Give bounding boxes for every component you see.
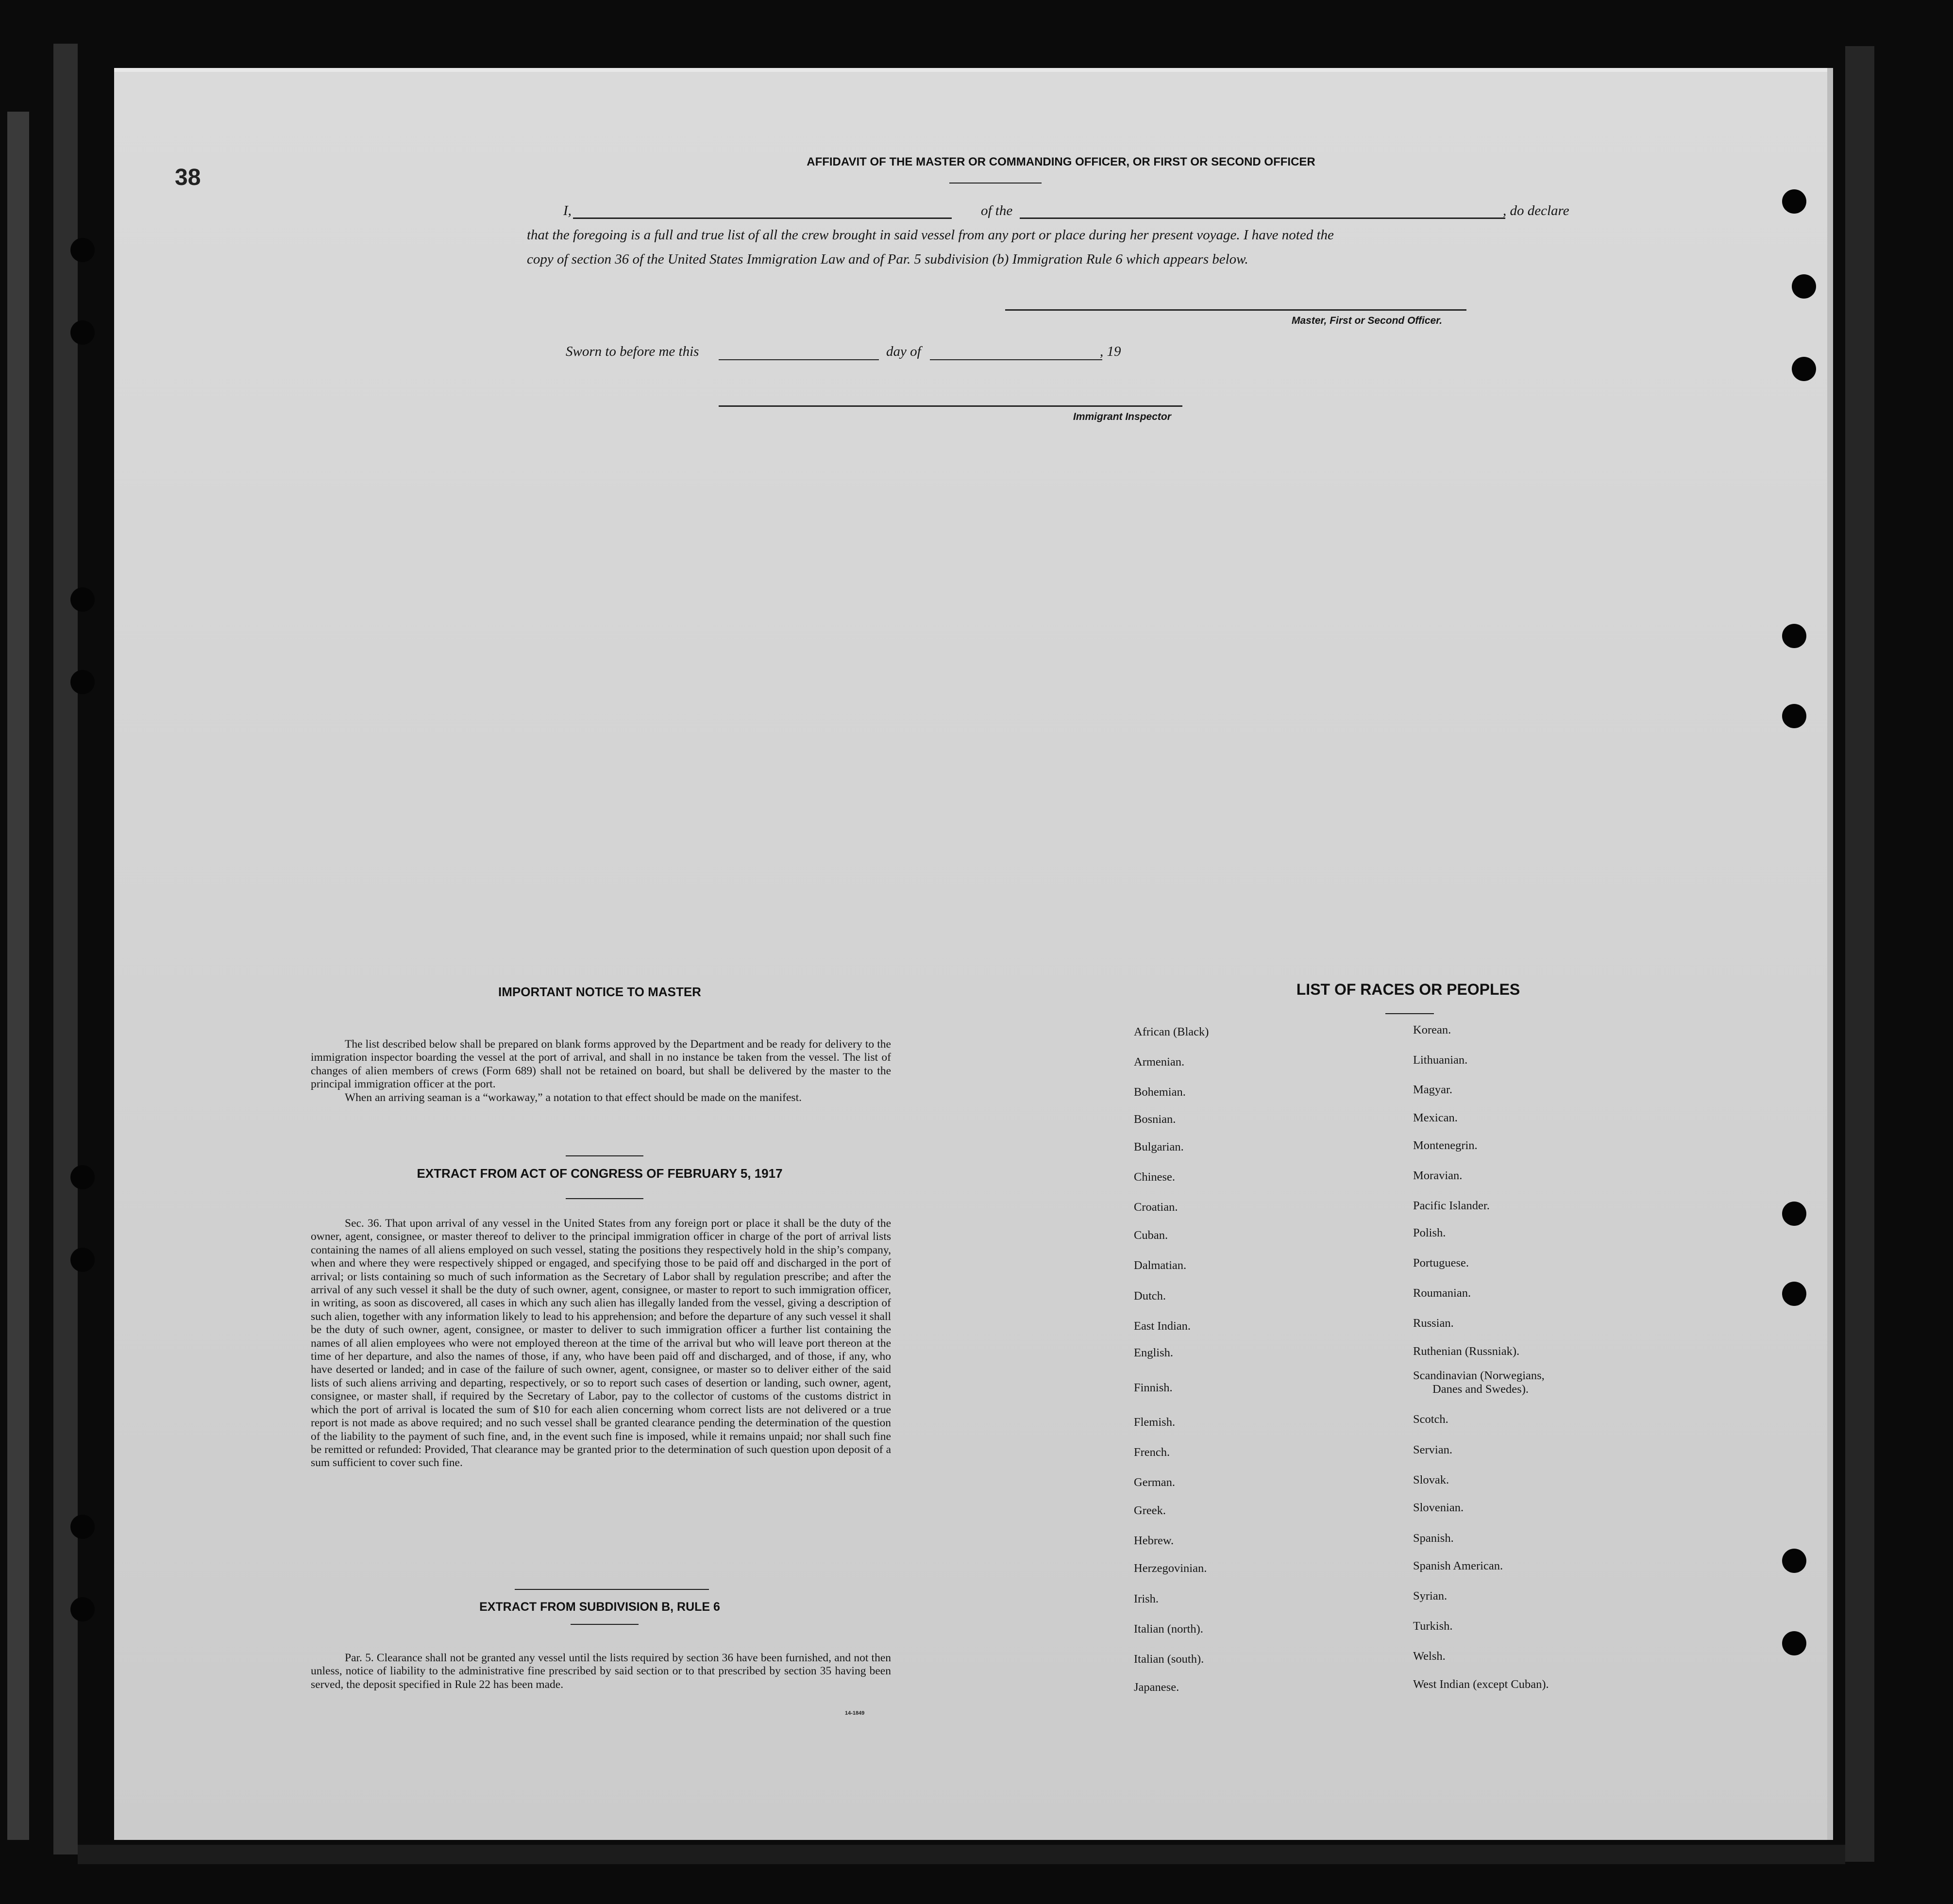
race-left-14: Flemish. <box>1134 1416 1176 1429</box>
punch-hole-left-5 <box>70 1165 95 1189</box>
race-right-13-line-1: Scandinavian (Norwegians, <box>1413 1369 1545 1382</box>
race-left-16: German. <box>1134 1476 1176 1489</box>
punch-hole-left-1 <box>70 238 95 262</box>
race-right-1: Korean. <box>1413 1023 1451 1036</box>
affidavit-title: AFFIDAVIT OF THE MASTER OR COMMANDING OFFICER, OR FIRST OR SECOND OFFICER <box>807 155 1315 168</box>
race-left-2: Armenian. <box>1134 1055 1185 1069</box>
scan-border-right <box>1845 46 1874 1862</box>
races-title-rule <box>1385 1013 1434 1014</box>
scan-border-left-inner <box>53 44 78 1854</box>
notice-paragraph-2: When an arriving seaman is a “workaway,” a notation to that effect should be made on the manifest. <box>345 1091 802 1104</box>
act-title-rule-bottom <box>566 1198 643 1199</box>
punch-hole-left-7 <box>70 1515 95 1539</box>
day-of-label: day of <box>886 344 921 359</box>
race-right-5: Montenegrin. <box>1413 1139 1478 1152</box>
affidavit-of-the-label: of the <box>981 203 1013 218</box>
affidavit-vessel-line <box>1020 217 1505 219</box>
race-right-16: Slovak. <box>1413 1473 1449 1486</box>
race-left-13: Finnish. <box>1134 1381 1173 1394</box>
affidavit-line-3: copy of section 36 of the United States Immigration Law and of Par. 5 subdivision (b) Immigration Rule 6 which appears below. <box>527 251 1248 267</box>
affidavit-do-declare-label: , do declare <box>1503 203 1569 218</box>
affidavit-name-line <box>573 217 952 219</box>
race-right-4: Mexican. <box>1413 1111 1458 1124</box>
punch-hole-right-5 <box>1782 704 1806 728</box>
document-page <box>114 68 1833 1840</box>
act-title: EXTRACT FROM ACT OF CONGRESS OF FEBRUARY 5, 1917 <box>417 1166 783 1181</box>
race-left-22: Italian (south). <box>1134 1653 1204 1666</box>
race-right-2: Lithuanian. <box>1413 1053 1468 1067</box>
race-right-13-line-2: Danes and Swedes). <box>1432 1383 1529 1396</box>
page-edge-right <box>1827 68 1833 1840</box>
race-right-6: Moravian. <box>1413 1169 1463 1182</box>
punch-hole-left-4 <box>70 670 95 694</box>
race-right-21: Turkish. <box>1413 1620 1453 1633</box>
race-right-22: Welsh. <box>1413 1650 1446 1663</box>
race-right-8: Polish. <box>1413 1226 1446 1239</box>
rule-par-5-text <box>311 1652 891 1691</box>
affidavit-i-label: I, <box>563 203 572 218</box>
race-left-11: East Indian. <box>1134 1319 1191 1333</box>
race-right-11: Russian. <box>1413 1317 1454 1330</box>
act-section-36-text <box>311 1217 891 1470</box>
punch-hole-right-1 <box>1782 189 1806 214</box>
punch-hole-left-2 <box>70 320 95 345</box>
scan-border-left <box>7 112 29 1840</box>
race-left-19: Herzegovinian. <box>1134 1562 1207 1575</box>
race-left-1: African (Black) <box>1134 1025 1209 1038</box>
scan-border-bottom <box>78 1845 1845 1864</box>
punch-hole-right-4 <box>1782 624 1806 648</box>
punch-hole-right-2 <box>1792 274 1816 299</box>
race-right-13 <box>1413 1369 1588 1396</box>
inspector-signature-label: Immigrant Inspector <box>1073 411 1171 422</box>
notice-paragraph-1: The list described below shall be prepared on blank forms approved by the Department and be ready for delivery to the immigration inspector boarding the vessel at the port of arrival, and shall in no instance be taken from the vessel. The list of changes of alien members of crews (Form 689) shall not be retained on board, but shall be delivered by the master to the principal immigration officer at the port. <box>311 1038 891 1091</box>
race-left-6: Chinese. <box>1134 1170 1176 1184</box>
race-right-7: Pacific Islander. <box>1413 1199 1490 1212</box>
punch-hole-left-3 <box>70 587 95 612</box>
race-right-20: Syrian. <box>1413 1589 1448 1603</box>
race-left-21: Italian (north). <box>1134 1622 1203 1636</box>
notice-text <box>311 1038 891 1104</box>
punch-hole-right-9 <box>1782 1631 1806 1655</box>
notice-title: IMPORTANT NOTICE TO MASTER <box>498 985 701 999</box>
race-right-18: Spanish. <box>1413 1532 1454 1545</box>
act-section-36-paragraph: Sec. 36. That upon arrival of any vessel in the United States from any foreign port or place it shall be the duty of the owner, agent, consignee, or master thereof to deliver to the principal immigration officer in charge of the port of arrival lists containing the names of all aliens employed on such vessel, stating the positions they respectively hold in the ship’s company, when and where they were respectively shipped or engaged, and specifying those to be paid off and discharged in the port of arrival; or lists containing so much of such information as the Secretary of Labor shall by regulation prescribe; and after the arrival of any such vessel it shall be the duty of such owner, agent, consignee, or master to report to such immigration officer, in writing, as soon as discovered, all cases in which any such alien has illegally landed from the vessel, giving a description of such alien, together with any information likely to lead to his apprehension; and before the departure of any such vessel it shall be the duty of such owner, agent, consignee, or master to deliver to such immigration officer a further list containing the names of all alien employees who were not employed thereon at the time of the arrival but who will leave port thereon at the time of her departure, and also the names of those, if any, who have been paid off and discharged, and of those, if any, who have deserted or landed; and in case of the failure of such owner, agent, consignee, or master so to deliver either of the said lists of such aliens arriving and departing, respectively, or so to report such cases of desertion or landing, such owner, agent, consignee, or master shall, if required by the Secretary of Labor, pay to the collector of customs of the customs district in which the port of arrival is located the sum of $10 for each alien concerning whom correct lists are not delivered or a true report is not made as above required; and no such vessel shall be granted clearance pending the determination of the question of the liability to the payment of such fine, and, in the event such fine is imposed, while it remains unpaid; nor shall such fine be remitted or refunded: Provided, That clearance may be granted prior to the determination of such question upon deposit of a sum sufficient to cover such fine. <box>311 1217 891 1470</box>
year-label: , 19 <box>1100 344 1121 359</box>
act-title-rule-top <box>566 1155 643 1156</box>
inspector-signature-line <box>719 405 1182 407</box>
race-left-3: Bohemian. <box>1134 1086 1186 1099</box>
race-right-10: Roumanian. <box>1413 1286 1471 1300</box>
race-left-15: French. <box>1134 1446 1170 1459</box>
punch-hole-right-7 <box>1782 1282 1806 1306</box>
race-left-18: Hebrew. <box>1134 1534 1174 1547</box>
sworn-label: Sworn to before me this <box>566 344 699 359</box>
punch-hole-left-6 <box>70 1248 95 1272</box>
race-right-12: Ruthenian (Russniak). <box>1413 1345 1520 1358</box>
form-number: 14-1849 <box>845 1710 865 1716</box>
race-right-9: Portuguese. <box>1413 1256 1469 1269</box>
page-edge-top <box>114 68 1833 72</box>
races-title: LIST OF RACES OR PEOPLES <box>1296 981 1520 998</box>
race-left-20: Irish. <box>1134 1592 1159 1605</box>
rule-par-5-paragraph: Par. 5. Clearance shall not be granted any vessel until the lists required by section 36 have been furnished, and not then unless, notice of liability to the administrative fine prescribed by said section or to that prescribed by section 35 having been served, the deposit specified in Rule 22 has been made. <box>311 1652 891 1691</box>
race-left-12: English. <box>1134 1346 1173 1359</box>
rule-title-rule-bottom <box>571 1624 639 1625</box>
page-number-mark: 38 <box>175 165 201 190</box>
race-left-17: Greek. <box>1134 1504 1166 1517</box>
race-left-10: Dutch. <box>1134 1289 1166 1303</box>
race-right-15: Servian. <box>1413 1443 1452 1456</box>
race-right-14: Scotch. <box>1413 1413 1448 1426</box>
rule-title-rule-top <box>515 1589 709 1590</box>
race-right-23: West Indian (except Cuban). <box>1413 1678 1549 1691</box>
punch-hole-right-8 <box>1782 1549 1806 1573</box>
affidavit-line-2: that the foregoing is a full and true list of all the crew brought in said vessel from any port or place during her present voyage. I have noted the <box>527 227 1334 243</box>
race-left-23: Japanese. <box>1134 1681 1179 1694</box>
affidavit-title-rule <box>949 183 1042 184</box>
rule-title: EXTRACT FROM SUBDIVISION B, RULE 6 <box>479 1600 720 1614</box>
race-left-4: Bosnian. <box>1134 1113 1176 1126</box>
sworn-month-line <box>930 359 1102 360</box>
punch-hole-left-8 <box>70 1597 95 1621</box>
officer-signature-line <box>1005 309 1466 311</box>
race-right-19: Spanish American. <box>1413 1559 1503 1572</box>
officer-signature-label: Master, First or Second Officer. <box>1292 315 1443 326</box>
punch-hole-right-3 <box>1792 357 1816 381</box>
sworn-day-line <box>719 359 879 360</box>
race-left-5: Bulgarian. <box>1134 1140 1184 1153</box>
race-left-8: Cuban. <box>1134 1229 1168 1242</box>
race-left-9: Dalmatian. <box>1134 1259 1187 1272</box>
race-right-3: Magyar. <box>1413 1083 1452 1096</box>
race-left-7: Croatian. <box>1134 1201 1178 1214</box>
race-right-17: Slovenian. <box>1413 1501 1464 1514</box>
punch-hole-right-6 <box>1782 1202 1806 1226</box>
